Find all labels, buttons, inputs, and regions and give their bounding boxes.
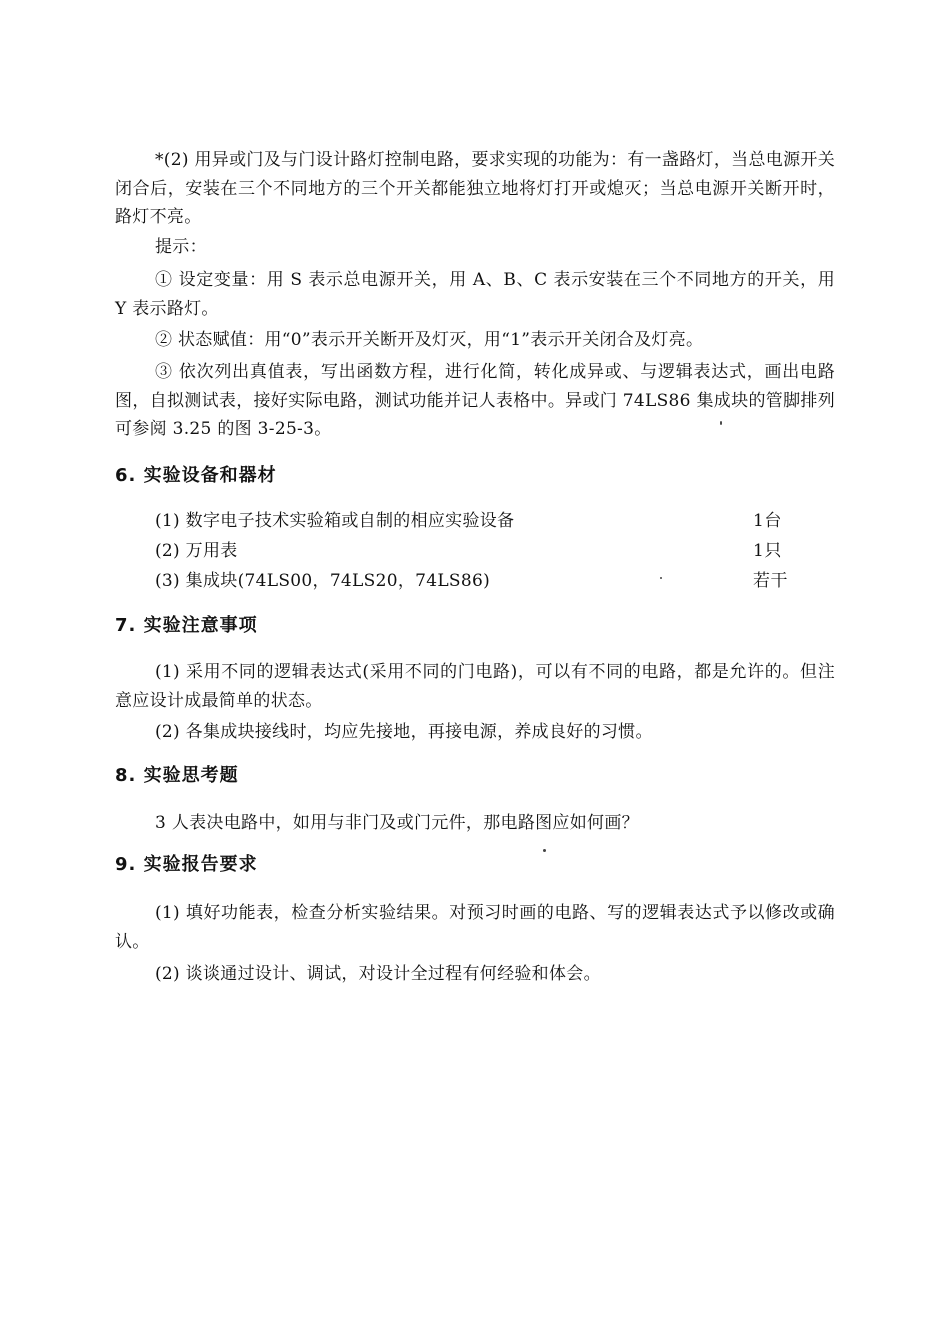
hint2-paragraph: ② 状态赋值：用“0”表示开关断开及灯灭，用“1”表示开关闭合及灯亮。 xyxy=(155,330,704,350)
equipment-quantity: 1台 xyxy=(753,511,782,531)
equipment-name: (3) 集成块(74LS00，74LS20，74LS86) xyxy=(155,571,491,591)
section7-paragraph-1: (1) 采用不同的逻辑表达式(采用不同的门电路)，可以有不同的电路，都是允许的。但注意应设计成最简单的状态。 xyxy=(115,662,835,711)
task2-paragraph: *(2) 用异或门及与门设计路灯控制电路，要求实现的功能为：有一盏路灯，当总电源开关闭合后，安装在三个不同地方的三个开关都能独立地将灯打开或熄灭；当总电源开关断开时，路灯不亮。 xyxy=(115,150,835,227)
equipment-name: (2) 万用表 xyxy=(155,541,238,561)
scan-speck xyxy=(660,577,662,579)
section9-heading: 9. 实验报告要求 xyxy=(115,854,258,875)
scan-speck xyxy=(543,849,546,852)
section8-paragraph: 3 人表决电路中，如用与非门及或门元件，那电路图应如何画？ xyxy=(155,813,639,833)
section8-heading: 8. 实验思考题 xyxy=(115,765,239,786)
hint-label: 提示： xyxy=(155,237,207,257)
hint1-paragraph: ① 设定变量：用 S 表示总电源开关，用 A、B、C 表示安装在三个不同地方的开关，用 Y 表示路灯。 xyxy=(115,270,835,319)
section7-heading: 7. 实验注意事项 xyxy=(115,615,258,636)
equipment-name: (1) 数字电子技术实验箱或自制的相应实验设备 xyxy=(155,511,515,531)
hint3-paragraph: ③ 依次列出真值表，写出函数方程，进行化简，转化成异或、与逻辑表达式，画出电路图，自拟测试表，接好实际电路，测试功能并记人表格中。异或门 74LS86 集成块的管脚排列可参阅 3.25 的图 3-25-3。 xyxy=(115,362,835,439)
section9-paragraph-1: (1) 填好功能表，检查分析实验结果。对预习时画的电路、写的逻辑表达式予以修改或确认。 xyxy=(115,903,835,952)
scan-speck xyxy=(720,421,722,425)
section6-heading: 6. 实验设备和器材 xyxy=(115,465,277,486)
equipment-row xyxy=(155,567,795,595)
section9-paragraph-2: (2) 谈谈通过设计、调试，对设计全过程有何经验和体会。 xyxy=(155,964,601,984)
equipment-quantity: 1只 xyxy=(753,541,782,561)
section7-paragraph-2: (2) 各集成块接线时，均应先接地，再接电源，养成良好的习惯。 xyxy=(155,722,653,742)
equipment-row xyxy=(155,537,795,565)
equipment-quantity: 若干 xyxy=(753,571,788,591)
equipment-row xyxy=(155,507,795,535)
